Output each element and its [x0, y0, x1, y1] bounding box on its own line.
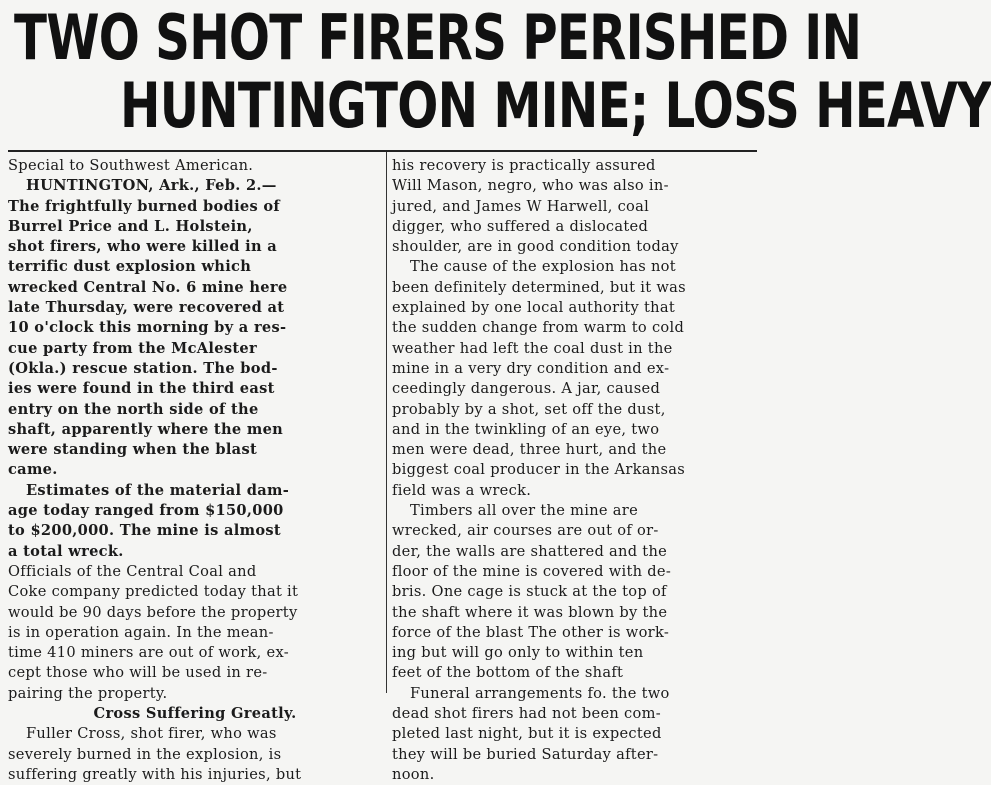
article-line: age today ranged from $150,000	[8, 502, 284, 520]
article-line: men were dead, three hurt, and the	[392, 441, 667, 459]
article-line: noon.	[392, 765, 435, 783]
article-line: der, the walls are shattered and the	[392, 542, 668, 560]
article-line: pairing the property.	[8, 684, 168, 702]
article-line: Burrel Price and L. Holstein,	[8, 217, 253, 235]
article-line: Cross Suffering Greatly.	[93, 705, 297, 723]
article-line: terrific dust explosion which	[8, 258, 252, 276]
article-line: they will be buried Saturday after-	[392, 745, 659, 763]
article-line: came.	[8, 461, 58, 479]
article-line: time 410 miners are out of work, ex-	[8, 644, 289, 662]
article-line: field was a wreck.	[392, 481, 532, 499]
article-line: Timbers all over the mine are	[410, 502, 639, 520]
article-line: severely burned in the explosion, is	[8, 745, 282, 763]
article-line: late Thursday, were recovered at	[8, 299, 285, 317]
article-line: his recovery is practically assured	[392, 157, 656, 174]
article-line: cue party from the McAlester	[8, 339, 257, 357]
article-line: digger, who suffered a dislocated	[392, 217, 649, 235]
article-line: Officials of the Central Coal and	[8, 562, 257, 580]
article-line: pleted last night, but it is expected	[392, 725, 662, 743]
article-line: the sudden change from warm to cold	[392, 319, 685, 337]
article-line: floor of the mine is covered with de-	[392, 562, 672, 580]
article-line: suffering greatly with his injuries, but	[8, 765, 302, 783]
article-line: wrecked, air courses are out of or-	[392, 522, 659, 540]
article-line: 10 o'clock this morning by a res-	[8, 319, 287, 337]
article-line: biggest coal producer in the Arkansas	[392, 461, 686, 479]
article-line: ceedingly dangerous. A jar, caused	[392, 380, 661, 398]
article-line: shaft, apparently where the men	[8, 420, 284, 438]
column-divider	[386, 152, 387, 693]
article-line: (Okla.) rescue station. The bod-	[8, 359, 278, 377]
headline-rule	[8, 150, 757, 152]
article-line: HUNTINGTON, Ark., Feb. 2.—	[26, 177, 277, 195]
article-line: a total wreck.	[8, 542, 124, 560]
article-line: entry on the north side of the	[8, 400, 259, 418]
headline-line-2: HUNTINGTON MINE; LOSS HEAVY	[120, 69, 991, 142]
article-line: the shaft where it was blown by the	[392, 603, 668, 621]
article-line: mine in a very dry condition and ex-	[392, 359, 670, 377]
article-line: ing but will go only to within ten	[392, 644, 644, 662]
article-column-left	[8, 156, 382, 785]
article-line: is in operation again. In the mean-	[8, 623, 274, 641]
article-line: shot firers, who were killed in a	[8, 238, 278, 256]
article-line: shoulder, are in good condition today	[392, 238, 679, 256]
article-line: Fuller Cross, shot firer, who was	[26, 725, 277, 743]
article-line: cept those who will be used in re-	[8, 664, 268, 682]
article-line: Estimates of the material dam-	[26, 481, 290, 499]
article-line: Coke company predicted today that it	[8, 583, 299, 601]
article-line: would be 90 days before the property	[8, 603, 298, 621]
headline-line-1: TWO SHOT FIRERS PERISHED IN	[14, 1, 862, 74]
article-line: and in the twinkling of an eye, two	[392, 420, 660, 438]
article-line: Funeral arrangements fo. the two	[410, 684, 670, 702]
article-line: The frightfully burned bodies of	[8, 197, 281, 215]
article-line: wrecked Central No. 6 mine here	[8, 278, 288, 296]
article-line: to $200,000. The mine is almost	[8, 522, 281, 540]
article-line: dead shot firers had not been com-	[392, 705, 661, 723]
article-line: bris. One cage is stuck at the top of	[392, 583, 667, 601]
article-line: feet of the bottom of the shaft	[392, 664, 624, 682]
article-line: probably by a shot, set off the dust,	[392, 400, 666, 418]
article-line: force of the blast The other is work-	[392, 623, 670, 641]
article-line: were standing when the blast	[8, 441, 257, 459]
article-line: weather had left the coal dust in the	[392, 339, 673, 357]
article-line: been definitely determined, but it was	[392, 278, 686, 296]
article-line: explained by one local authority that	[392, 299, 676, 317]
article-line: Will Mason, negro, who was also in-	[392, 177, 669, 195]
article-line: The cause of the explosion has not	[410, 258, 676, 276]
article-column-right	[392, 156, 756, 785]
article-line: Special to Southwest American.	[8, 157, 254, 174]
article-line: jured, and James W Harwell, coal	[392, 197, 650, 215]
article-line: ies were found in the third east	[8, 380, 275, 398]
